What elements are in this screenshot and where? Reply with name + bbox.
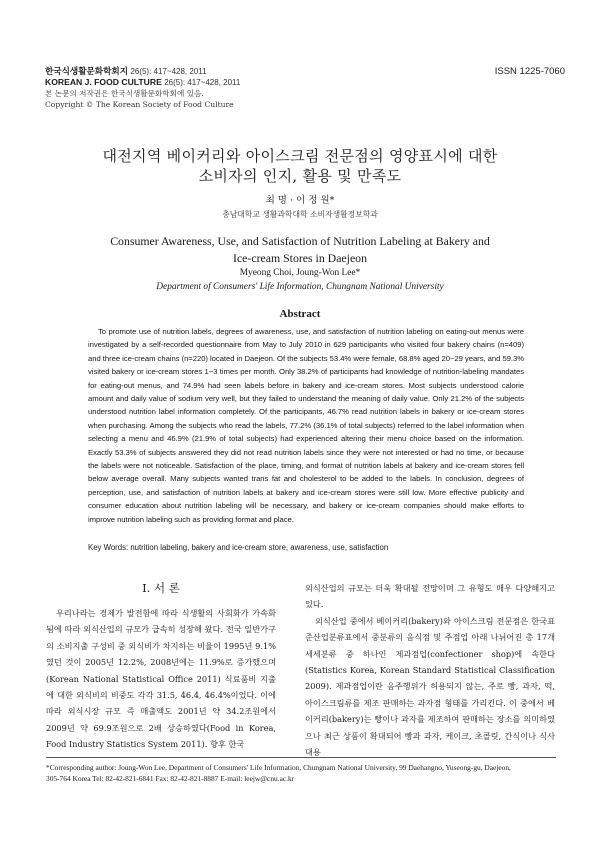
body-left-column: 우리나라는 경제가 발전함에 따라 식생활의 사회화가 가속화됨에 따라 외식산업의 규모가 급속히 성장해 왔다. 전국 일반가구의 소비지출 구성비 중 외식비가 차지하는 비율이 1995년 9.1%였던 것이 2005년 12.2%, 2008년에는 11.9%로 증가했으며(Korean National Statistical Office 2011) 식료품비 지출에 대한 외식비의 비중도 각각 31.5, 46.4, 46.4%이었다. 이에 따라 외식시장 규모 즉 매출액도 2001년 약 34.2조원에서 2009년 약 69.9조원으로 2배 상승하였다(Food in Korea, Food Industry Statistics System 2011). 향후 한국 [46,608,276,750]
issn: ISSN 1225-7060 [494,66,565,77]
title-korean [0,146,600,186]
corresponding-author-footnote: *Corresponding author: Joung-Won Lee, Department of Consumers' Life Information, Chungnam National University, 99 Daehangno, Yuseong-gu, Daejeon, 305-764 Korea Tel: 82-42-821-6841 Fax: 82-42-821-8887 E-mail: leejw@cnu.ac.kr [46,763,511,783]
affiliation-korean: 충남대학교 생활과학대학 소비자생활정보학과 [222,210,378,219]
abstract-body: To promote use of nutrition labels, degrees of awareness, use, and satisfaction of nutrition labeling on eating-out menus were investigated by a self-recorded questionnaire from May to July 2010 in 629 participants who visited four bakery chains (n=409) and three ice-cream chains (n=220) located in Daejeon. Of the subjects 53.4% were female, 68.8% aged 20~29 years, and 59.3% visited bakery or ice-cream stores 1~3 times per month. Only 38.2% of participants had knowledge of nutrition-labeling mandates for eating-out menus, and 74.9% had seen labels before in bakery and ice-cream stores. Most subjects understood calorie amount and daily value of sodium very well, but they failed to understand the meaning of daily value. Only 21.2% of the subjects understood nutrition label information completely. Of the participants, 46.7% read nutrition labels in bakery or ice-cream stores when purchasing. Among the subjects who read the labels, 77.2% (36.1% of total subjects) referred to the label information when selecting a menu and 46.9% (21.9% of total subjects) had experienced altering their menu choice based on the information. Exactly 53.3% of subjects answered they did not read nutrition labels since they were not interested or had no time, or because the labels were not noticeable. Satisfaction of the place, timing, and format of nutrition labels at bakery and ice-cream stores fell below average overall. Many subjects wanted trans fat and cholesterol to be added to the labels. In conclusion, degrees of perception, use, and satisfaction of nutrition labels at bakery and ice-cream stores were still low. More effective publicity and consumer education about nutrition labeling will be necessary, and bakery or ice-cream companies should make efforts to improve nutrition labeling such as providing format and place. [88,327,524,524]
title-english [0,233,600,267]
journal-header [45,66,565,110]
journal-ref-en: 26(5): 417~428, 2011 [164,78,241,87]
copyright-line: Copyright © The Korean Society of Food Culture [45,100,234,109]
journal-line-en [45,77,565,88]
body-right-paragraph-2: 외식산업 중에서 베이커리(bakery)와 아이스크림 전문점은 한국표준산업분류표에서 중분류의 음식점 및 주점업 아래 나뉘어진 총 17개 세세분류 중 하나인 제과점업(confectioner shop)에 속한다(Statistics Korea, Korean Standard Statistical Classification 2009). 제과점업이란 음주행위가 허용되지 않는, 주로 빵, 과자, 떡, 아이스크림류를 제조 판매하는 과자점 형태를 가리킨다. 이 중에서 베이커리(bakery)는 빵이나 과자를 제조하여 판매하는 장소를 의미하였으나 최근 상품이 확대되어 빵과 과자, 케이크, 초콜릿, 간식이나 식사대용 [305,615,555,758]
body-right-paragraph-1: 외식산업의 규모는 더욱 확대될 전망이며 그 유형도 매우 다양해지고 있다. [305,583,555,610]
title-korean-line1: 대전지역 베이커리와 아이스크림 전문점의 영양표시에 대한 [102,147,498,165]
keywords-line [88,543,524,552]
footnote-divider [46,757,556,758]
keywords-list: nutrition labeling, bakery and ice-cream store, awareness, use, satisfaction [130,543,389,552]
affiliation-english: Department of Consumers' Life Information, Chungnam National University [156,282,444,292]
copyright-note-ko: 본 논문의 저작권은 한국식생활문화학회에 있음. [45,89,204,98]
title-korean-line2: 소비자의 인지, 활용 및 만족도 [198,167,402,185]
journal-line-ko [45,66,565,77]
keywords-label: Key Words: [88,543,129,552]
section-heading-introduction: Ⅰ. 서 론 [142,581,180,595]
title-english-line1: Consumer Awareness, Use, and Satisfaction of Nutrition Labeling at Bakery and [110,234,490,248]
journal-ref-ko: 26(5): 417~428, 2011 [130,67,207,76]
authors-korean: 최 명 · 이 정 원* [265,195,335,206]
authors-english: Myeong Choi, Joung-Won Lee* [239,268,361,278]
journal-name-en: KOREAN J. FOOD CULTURE [45,77,162,87]
body-right-column [305,580,555,760]
journal-name-ko: 한국식생활문화학회지 [45,66,129,76]
abstract-heading: Abstract [279,308,321,320]
title-english-line2: Ice-cream Stores in Daejeon [233,251,367,265]
